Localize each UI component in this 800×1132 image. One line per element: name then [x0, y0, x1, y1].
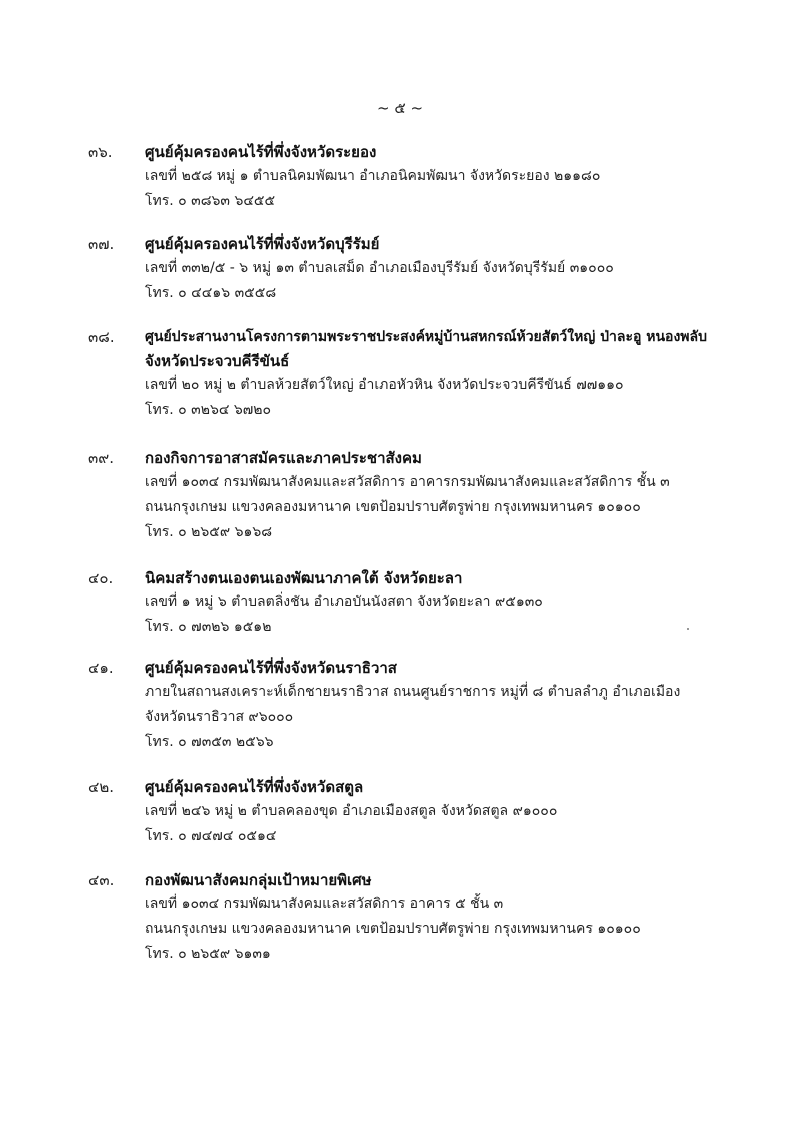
entry-address: เลขที่ ๓๓๒/๕ - ๖ หมู่ ๑๓ ตำบลเสม็ด อำเภอเมืองบุรีรัมย์ จังหวัดบุรีรัมย์ ๓๑๐๐๐ — [145, 260, 614, 276]
entry-address: ภายในสถานสงเคราะห์เด็กชายนราธิวาส ถนนศูนย์ราชการ หมู่ที่ ๘ ตำบลลำภู อำเภอเมือง — [145, 684, 681, 700]
entry-phone: โทร. ๐ ๒๖๕๙ ๖๑๓๑ — [145, 946, 271, 962]
entry-address: เลขที่ ๑ หมู่ ๖ ตำบลตลิ่งชัน อำเภอบันนังสตา จังหวัดยะลา ๙๕๑๓๐ — [145, 594, 543, 610]
entry-address: เลขที่ ๒๕๘ หมู่ ๑ ตำบลนิคมพัฒนา อำเภอนิคมพัฒนา จังหวัดระยอง ๒๑๑๘๐ — [145, 168, 601, 184]
entry-phone: โทร. ๐ ๗๓๒๖ ๑๕๑๒ — [145, 619, 272, 635]
entry-phone: โทร. ๐ ๓๒๖๔ ๖๗๒๐ — [145, 402, 272, 418]
entry-address-continued: ถนนกรุงเกษม แขวงคลองมหานาค เขตป้อมปราบศัตรูพ่าย กรุงเทพมหานคร ๑๐๑๐๐ — [145, 921, 641, 937]
entry-title: นิคมสร้างตนเองตนเองพัฒนาภาคใต้ จังหวัดยะลา — [145, 569, 463, 587]
entry-phone: โทร. ๐ ๒๖๕๙ ๖๑๖๘ — [145, 524, 273, 540]
list-item — [88, 566, 728, 640]
entry-phone: โทร. ๐ ๓๘๖๓ ๖๔๕๕ — [145, 193, 276, 209]
entry-title: กองพัฒนาสังคมกลุ่มเป้าหมายพิเศษ — [145, 871, 372, 889]
entry-title: ศูนย์คุ้มครองคนไร้ที่พึ่งจังหวัดบุรีรัมย์ — [145, 235, 380, 253]
entry-title: ศูนย์คุ้มครองคนไร้ที่พึ่งจังหวัดระยอง — [145, 143, 377, 161]
entry-number: ๔๓. — [88, 871, 115, 889]
scan-speck — [687, 628, 689, 630]
entry-address: เลขที่ ๑๐๓๔ กรมพัฒนาสังคมและสวัสดิการ อาคาร ๕ ชั้น ๓ — [145, 896, 504, 912]
entry-phone: โทร. ๐ ๗๓๕๓ ๒๕๖๖ — [145, 734, 274, 750]
entry-number: ๓๗. — [88, 235, 115, 253]
list-item — [88, 775, 728, 849]
list-item — [88, 868, 728, 967]
list-item — [88, 656, 728, 755]
entry-title: กองกิจการอาสาสมัครและภาคประชาสังคม — [145, 449, 422, 467]
entry-title-continued: จังหวัดประจวบคีรีขันธ์ — [145, 352, 290, 370]
entry-address: เลขที่ ๑๐๓๔ กรมพัฒนาสังคมและสวัสดิการ อาคารกรมพัฒนาสังคมและสวัสดิการ ชั้น ๓ — [145, 474, 670, 490]
entry-address-continued: ถนนกรุงเกษม แขวงคลองมหานาค เขตป้อมปราบศัตรูพ่าย กรุงเทพมหานคร ๑๐๑๐๐ — [145, 499, 641, 515]
entry-address: เลขที่ ๒๐ หมู่ ๒ ตำบลห้วยสัตว์ใหญ่ อำเภอหัวหิน จังหวัดประจวบคีรีขันธ์ ๗๗๑๑๐ — [145, 377, 624, 393]
list-item — [88, 232, 728, 306]
list-item — [88, 140, 728, 214]
entry-number: ๔๑. — [88, 659, 114, 677]
entry-number: ๔๐. — [88, 569, 114, 587]
entry-phone: โทร. ๐ ๔๔๑๖ ๓๕๕๘ — [145, 285, 277, 301]
entry-number: ๓๖. — [88, 143, 113, 161]
entry-number: ๓๘. — [88, 328, 115, 346]
page-number: ~ ๕ ~ — [376, 99, 424, 117]
list-item — [88, 446, 728, 545]
entry-title: ศูนย์ประสานงานโครงการตามพระราชประสงค์หมู่บ้านสหกรณ์ห้วยสัตว์ใหญ่ ป่าละอู หนองพลับ — [145, 329, 707, 345]
entry-title: ศูนย์คุ้มครองคนไร้ที่พึ่งจังหวัดสตูล — [145, 778, 364, 796]
entry-number: ๓๙. — [88, 449, 115, 467]
entry-phone: โทร. ๐ ๗๔๗๔ ๐๕๑๔ — [145, 828, 277, 844]
list-item — [88, 325, 728, 423]
entry-address: เลขที่ ๒๔๖ หมู่ ๒ ตำบลคลองขุด อำเภอเมืองสตูล จังหวัดสตูล ๙๑๐๐๐ — [145, 803, 558, 819]
entry-number: ๔๒. — [88, 778, 115, 796]
entry-title: ศูนย์คุ้มครองคนไร้ที่พึ่งจังหวัดนราธิวาส — [145, 659, 397, 677]
entry-address-continued: จังหวัดนราธิวาส ๙๖๐๐๐ — [145, 709, 294, 725]
